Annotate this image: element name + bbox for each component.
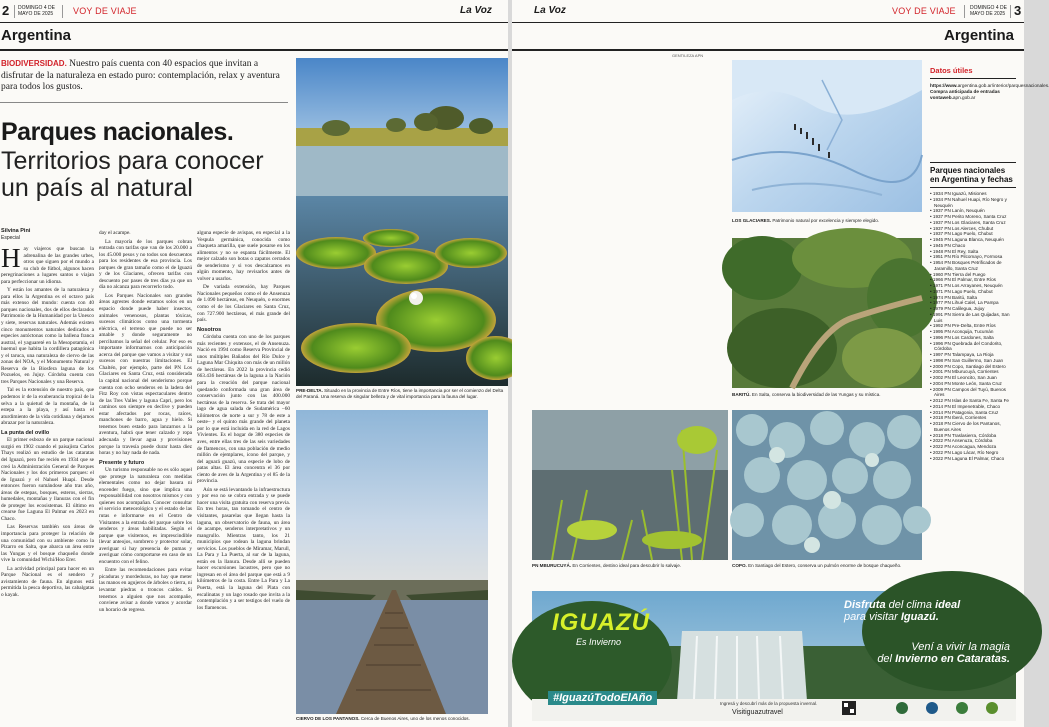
park-list-item: • 1945 PN Laguna Blanca, Neuquén <box>930 237 1004 242</box>
body-paragraph: El primer esbozo de un parque nacional surgió en 1902 cuando el paisajista Carlos Thays realizó un estudio de las cataratas del Iguazú, pero fue recién en 1934 que se creó la Administración General de Parques Nacionales y los dos primeros parques: el de Iguazú y el Nahuel Huapi. Desde entonces fueron sumándose año tras año, áreas de estepas, bosques, esteros, sierras, humedales, montañas y llanuras con el fin de proteger los ecosistemas. El último en crearse fue Laguna El Palmar en 2023 en Chaco. <box>1 437 94 522</box>
ad-logo: IGUAZÚ <box>552 609 650 636</box>
right-folio <box>512 3 1024 19</box>
park-list-item: • 2018 PN Traslasierra, Córdoba <box>930 432 997 438</box>
park-list-item: • 2018 PN Ciervo de los Pantanos, Buenos Aires <box>930 421 1001 432</box>
caption-baritu <box>732 392 922 398</box>
parks-list-title: Parques nacionales en Argentina y fechas <box>930 166 1013 184</box>
park-list-item: • 1974 PN Baritú, Salta <box>930 294 978 300</box>
subheading: Presente y futuro <box>99 459 145 466</box>
body-paragraph: Entre las recomendaciones para evitar picaduras y mordeduras, no hay que meter las manos en agujeros de árboles o tierra, ni levantar piedras o troncos caídos. Si tenemos a alguien que nos acompañe, conviene avisar a donde vamos y acordar un horario de regreso. <box>99 567 192 613</box>
park-list-item: • 1934 PN Iguazú, Misiones <box>930 191 987 196</box>
park-list-item: • 1991 PN Sierra de Las Quijadas, San Luis <box>930 311 1010 323</box>
park-list-item: • 1971 PN Lago Puelo, Chubut <box>930 288 993 294</box>
body-paragraph: Aún se está levantando la infraestructura y por eso no se cobra entrada y se puede hacer una visita gratuita con reserva previa. En tres horas, tan tomando el centro de visitantes, pasarelas que llegan hasta la laguna, un observatorio de fauna, un área de acampe, senderos interpretativos y un mangrullo. Mientras tanto, los 21 municipios que rodean la laguna brindan servicios. Los pueblos de Miramar, Marull, La Para y La Puerta, al sur de la laguna, están en la llanura. Desde allí se pueden hacer excursiones lacustres, pero que no ingresan en el área del parque que está a 9 kilómetros de la costa. Entre La Para y La Puerta, está la laguna del Plata con escalinatas y un lago rosado que invita a la contemplación y a ser testigos del vuelo de los flamencos. <box>197 486 290 611</box>
park-list-item: • 1960 PN Tierra del Fuego <box>930 271 986 277</box>
caption-mburucuya <box>532 563 728 569</box>
left-page <box>0 0 508 727</box>
caption-text: En Santiago del Estero, conserva un pulmón enorme de bosque chaqueño. <box>748 563 902 568</box>
tickets-text: Compra anticipada de entradas <box>930 89 1000 94</box>
caption-pre-delta <box>296 388 508 399</box>
ad-social-handle[interactable]: Visitiguazutravel <box>732 709 783 716</box>
body-paragraph: Un turismo responsable no es sólo aquel que protege la naturaleza con medidas elementales como no dejar basura ni encender fuego, sino que implica una responsabilidad con nosotros mismos y con quienes nos acompañan. Conocer consultar el servicio meteorológico y el estado de las rutas e informarse en el Centro de Visitantes a la entrada del parque sobre los senderos y áreas habilitadas. Según el parque que visitemos, es imprescindible llevar anteojos, sombrero y protector solar, averiguar si hay presencia de pumas y averiguar cómo comportarse en caso de un encuentro con el felino. <box>99 467 192 565</box>
body-paragraph: ay viajeros que buscan la adrenalina de las grandes urbes, otros que siguen por el mundo a su club de fútbol, algunos hacen peregrinaciones a lugares santos o viajan para perfeccionar un idioma. <box>1 246 94 285</box>
issue-date: DOMINGO 4 DE MAYO DE 2025 <box>18 5 55 17</box>
page-number: 2 <box>2 3 10 18</box>
issue-date: DOMINGO 4 DE MAYO DE 2025 <box>970 5 1007 17</box>
caption-text: Patrimonio natural por excelencia y siempre elegido. <box>772 218 880 223</box>
park-list-item: • 1937 PN Lanín, Neuquén <box>930 208 985 214</box>
newspaper-brand: La Voz <box>534 5 566 16</box>
park-list-item: • 2022 PN Aconcagua, Mendoza <box>930 444 997 449</box>
lead-text: Nuestro país cuenta con 40 espacios que invitan a disfrutar de la naturaleza en estado puro: contemplación, relax y aventura para todos los gustos. <box>1 59 280 92</box>
park-list-item: • 2012 PN Islas de Santa Fe, Santa Fe <box>930 398 1009 403</box>
photo-pre-delta <box>296 58 508 386</box>
sidebar-parks-list <box>930 162 1016 461</box>
ad-h1-e: Iguazú. <box>900 611 939 623</box>
left-folio <box>0 3 508 19</box>
byline-name: Silvina Pini <box>1 228 31 234</box>
park-list-item: • 1948 PN El Rey, Salta <box>930 248 979 254</box>
park-list-item: • 1951 PN Río Pilcomayo, Formosa <box>930 254 1003 260</box>
park-list-item: • 2004 PN Monte León, Santa Cruz <box>930 380 1002 386</box>
park-list-item: • 2022 PN Laguna El Palmar, Chaco <box>930 455 1005 461</box>
park-list-item: • 2002 PN El Leoncito, San Juan <box>930 375 997 380</box>
park-list-item: • 2001 PN Mburucuyá, Corrientes <box>930 369 999 375</box>
article-column-1 <box>1 243 94 724</box>
caption-text: En Salta, conserva la biodiversidad de las Yungas y su mística. <box>751 392 881 397</box>
page-number: 3 <box>1014 3 1022 18</box>
park-list-item: • 1971 PN Los Arrayanes, Neuquén <box>930 283 1003 288</box>
body-paragraph: day el acampe. <box>99 230 131 236</box>
photo-baritu <box>732 238 922 388</box>
ad-hashtag[interactable]: #IguazúTodoElAño <box>548 691 657 705</box>
park-list-item: • 1998 PN San Guillermo, San Juan <box>930 357 1004 363</box>
park-list-item: • 1995 PN Aconquija, Tucumán <box>930 329 994 334</box>
photo-ciervo-de-los-pantanos <box>296 410 488 714</box>
subheading: Nosotros <box>197 326 222 333</box>
newspaper-brand: La Voz <box>460 5 492 16</box>
photo-copo <box>732 410 922 560</box>
park-list-item: • 2018 PN Iberá, Corrientes <box>930 415 987 421</box>
ad-h1-b: del clima <box>885 599 936 611</box>
ad-h2-b: del <box>877 653 896 665</box>
body-paragraph: alguna especie de avispas, en especial a la Vespula germánica, conocida como chaqueta amarilla, que suele posarse en los alimentos y no se espanta fácilmente. El mejor calzado son botas o zapatos cerrados de senderismo y si vos descalzamos en algún momento, hay revisarlos antes de volver a usarlos. <box>197 230 290 282</box>
ad-h1-a: Disfruta <box>844 599 886 611</box>
section-label: VOY DE VIAJE <box>892 6 956 16</box>
tickets-link-tail[interactable]: apn.gob.ar <box>952 95 976 100</box>
body-paragraph: La mayoría de los parques cobran entrada con tarifas que van de los 20.000 a los 45.000 pesos y no todos son descuentos para los residentes de esa provincia. Los parques de gran tamaño como el de Iguazú y de los Glaciares, ofrecen tarifas con descuento por pases de tres días ya que un día no alcanza para recorrerlo todo. <box>99 238 192 291</box>
park-list-item: • 2022 PN Ansenuza, Córdoba <box>930 438 993 444</box>
park-list-item: • 2009 PN Campos del Tuyú, Buenos Aires <box>930 386 1006 398</box>
lead-kicker: BIODIVERSIDAD. <box>1 59 67 68</box>
park-list-item: • 1937 PN Perito Moreno, Santa Cruz <box>930 214 1007 219</box>
tickets-link[interactable]: vontaweb. <box>930 95 953 100</box>
ad-logo-subtitle: Es Invierno <box>576 637 622 647</box>
caption-label: CIERVO DE LOS PANTANOS. <box>296 716 360 721</box>
body-paragraph: Tal es la extensión de nuestro país, que podemos ir de la exuberancia tropical de la selva a la quietud de la montaña, de la estepa a la playa, y así hasta el aturdimiento de la vida cotidiana y dejarnos abrazar por la naturaleza. <box>1 387 94 427</box>
website-link[interactable]: https://www. <box>930 83 958 88</box>
country-label: Argentina <box>944 27 1015 44</box>
country-label: Argentina <box>1 27 72 44</box>
ad-h2-c: Invierno en Cataratas. <box>895 653 1010 665</box>
website-link-rest[interactable]: argentina.gob.ar/interior/parquesnacionales. <box>957 83 1049 88</box>
caption-text: En Corrientes, destino ideal para descubrir lo salvaje. <box>572 563 682 568</box>
dropcap: H <box>1 243 21 273</box>
ad-h1-d: para visitar <box>844 611 901 623</box>
park-list-item: • 1992 PN Pre-Delta, Entre Ríos <box>930 323 996 329</box>
park-list-item: • 2022 PN Lago Lácar, Río Negro <box>930 449 999 455</box>
park-list-item: • 1934 PN Nahuel Huapi, Río Negro y Neuquén <box>930 196 1007 208</box>
park-list-item: • 1945 PN Chaco <box>930 242 966 248</box>
body-paragraph: Las Reservas también son áreas de importancia para proteger la relación de una comunidad con su ambiente como la Pizarro en Salta, que abarca un área entre las Yungas y el bosque chaqueño donde vive la comunidad Wichí/Hoo Erer. <box>1 524 94 564</box>
park-list-item: • 1977 PN Lihué Calel, La Pampa <box>930 300 999 306</box>
park-list-item: • 1966 PN El Palmar, Entre Ríos <box>930 277 996 283</box>
photo-mburucuya <box>532 410 728 560</box>
ad-footer-text: Ingresá y descubrí más de la propuesta invernal. <box>720 701 818 706</box>
body-paragraph: Los Parques Nacionales son grandes áreas agrestes donde estamos solos en un espacio donde puede haber insectos, animales venenosos, plantas tóxicas, sucesos climáticos como una tormenta eléctrica, el terreno que puede no ser amable y donde seguramente no percibamos la señal del celular. Por eso es importante informarnos con anticipación acerca del parque que vamos a visitar y sus sucesos con nuestras limitaciones. El Chaltén, por ejemplo, parte del PN Los Glaciares en Santa Cruz, está considerada la capital nacional del senderismo porque cuenta con ocho senderos en la ladera del Fitz Roy con vistas espectaculares dentro de las Tres Valles y laguna Capri, pero los caminos son siempre en declive y pueden estar afectados por rocas, raíces, manchones de barro, agua y hielo. Si tenemos buen estado para lanzarnos a la aventura, habrá que tener calzado y ropa adecuada y llevar agua y provisiones porque la travesía puede durar hasta diez horas y no hay nada de nada. <box>99 292 192 457</box>
park-list-item: • 1937 PN Los Alerces, Chubut <box>930 225 994 231</box>
subheading: La punta del ovillo <box>1 429 50 436</box>
caption-label: PRE-DELTA. <box>296 388 323 393</box>
park-list-item: • 2014 PN El Impenetrable, Chaco <box>930 403 1001 409</box>
headline-bold: Parques nacionales. <box>1 118 234 146</box>
ad-h2-a: Vení a vivir la magia <box>911 641 1010 653</box>
park-list-item: • 1937 PN Los Glaciares, Santa Cruz <box>930 219 1006 225</box>
body-paragraph: Y están los amantes de la naturaleza y para ellos la Argentina es el octavo país más extenso del mundo: cuenta con 40 parques nacionales, dos de ellos declarados Patrimonio de la Humanidad por la Unesco y siete, reservas naturales. Además existen cinco monumentos naturales dedicados a especies autóctonas como la ballena franca austral, el yaguareté en la Mesopotamia, el huemul que habita la cordillera patagónica y el taruca, una naturaleza de ciervo de las zonas del NOA, y el Monumento Natural y Reserva de la Biosfera laguna de los Pozuelos, en Jujuy. Córdoba cuenta con tres Parques Nacionales y una Reserva. <box>1 287 94 385</box>
park-list-item: • 1979 PN Calilegua, Jujuy <box>930 306 985 311</box>
park-list-item: • 1997 PN Talampaya, La Rioja <box>930 352 994 357</box>
park-list-item: • 2014 PN Patagonia, Santa Cruz <box>930 409 999 415</box>
park-list-item: • 1937 PN Lago Puelo, Chubut <box>930 231 993 237</box>
caption-ciervo-de-los-pantanos <box>296 716 508 722</box>
photo-los-glaciares <box>732 60 922 212</box>
byline-role: Especial <box>1 234 20 241</box>
caption-label: COPO. <box>732 563 747 568</box>
lead-paragraph <box>1 58 289 94</box>
body-paragraph: La actividad principal para hacer en un Parque Nacional es el sendero y avistamiento de fauna. En algunos está permitida la pesca deportiva, las cabalgatas o kayak. <box>1 565 94 598</box>
park-list-item: • 1996 PN Quebrada del Condorito, Córdoba <box>930 340 1003 352</box>
body-paragraph: Córdoba cuenta con uno de los parques más recientes y extensos, el de Ansenuza. Nació en 1994 como Reserva Provincial de unos múltiples Bañados del Río Dulce y Laguna Mar Chiquita con más de un millón de hectáreas. En 2022 la provincia cedió 663.436 hectáreas de la laguna a la Nación para la creación del parque nacional quedando conformada una gran área de conservación junto con las 400.000 hectáreas de la reserva. Se trata del mayor lago de agua salada de Sudamérica –60 kilómetros de norte a sur y 78 de este a oeste– y el quinto más grande del planeta por lo que está incluida en la red de Lagos Vivientes. Es el hogar de 380 especies de aves, entre ellas tres de las seis variedades de flamencos, con una población de medio millón de ejemplares, icono del parque, y del aguará guazú, una especie de lobo de patas altas. El área concentra el 36 por ciento de aves de la Argentina y el 85 de la provincia. <box>197 334 290 485</box>
section-label: VOY DE VIAJE <box>73 6 137 16</box>
caption-text: Cerca de Buenos Aires, uno de los menos conocidos. <box>360 716 470 721</box>
caption-label: LOS GLACIARES. <box>732 218 772 223</box>
article-column-2 <box>99 230 192 724</box>
headline-light: Territorios para conocer un país al natural <box>1 147 264 202</box>
ad-h1-c: ideal <box>935 599 961 611</box>
photo-credit: GENTILEZA APN <box>672 53 704 58</box>
sidebar-datos-utiles <box>930 66 1049 101</box>
caption-text: Situado en la provincia de Entre Ríos, tiene la importancia por ser el comienzo del Delta del Paraná. Una reserva de singular belleza y de vital importancia para la fauna del lugar. <box>296 388 504 399</box>
caption-copo <box>732 563 922 569</box>
sidebar-info <box>930 83 1049 101</box>
park-list-item: • 1996 PN Los Cardones, Salta <box>930 334 994 340</box>
iguazu-advertisement[interactable] <box>532 591 1016 721</box>
ad-headline-2 <box>860 641 1010 665</box>
caption-los-glaciares <box>732 218 922 224</box>
sidebar-title: Datos útiles <box>930 66 973 75</box>
park-list-item: • 1954 PN Bosques Petrificados de Jaramillo, Santa Cruz <box>930 260 1002 271</box>
caption-label: BARITÚ. <box>732 392 751 397</box>
byline <box>1 228 30 241</box>
body-paragraph: De variada extensión, hay Parques Nacionales pequeños como el de Ansenuza de 1.090 hectáreas, en Neuquén, o enormes como el de los Glaciares en Santa Cruz, con 727.900 hectáreas, el más grande del país. <box>197 284 290 324</box>
caption-label: PN MBURUCUYÁ. <box>532 563 572 568</box>
ad-headline-1 <box>844 599 960 623</box>
article-column-3 <box>197 230 290 724</box>
parks-list <box>930 191 1016 461</box>
park-list-item: • 2000 PN Copo, Santiago del Estero <box>930 363 1006 369</box>
